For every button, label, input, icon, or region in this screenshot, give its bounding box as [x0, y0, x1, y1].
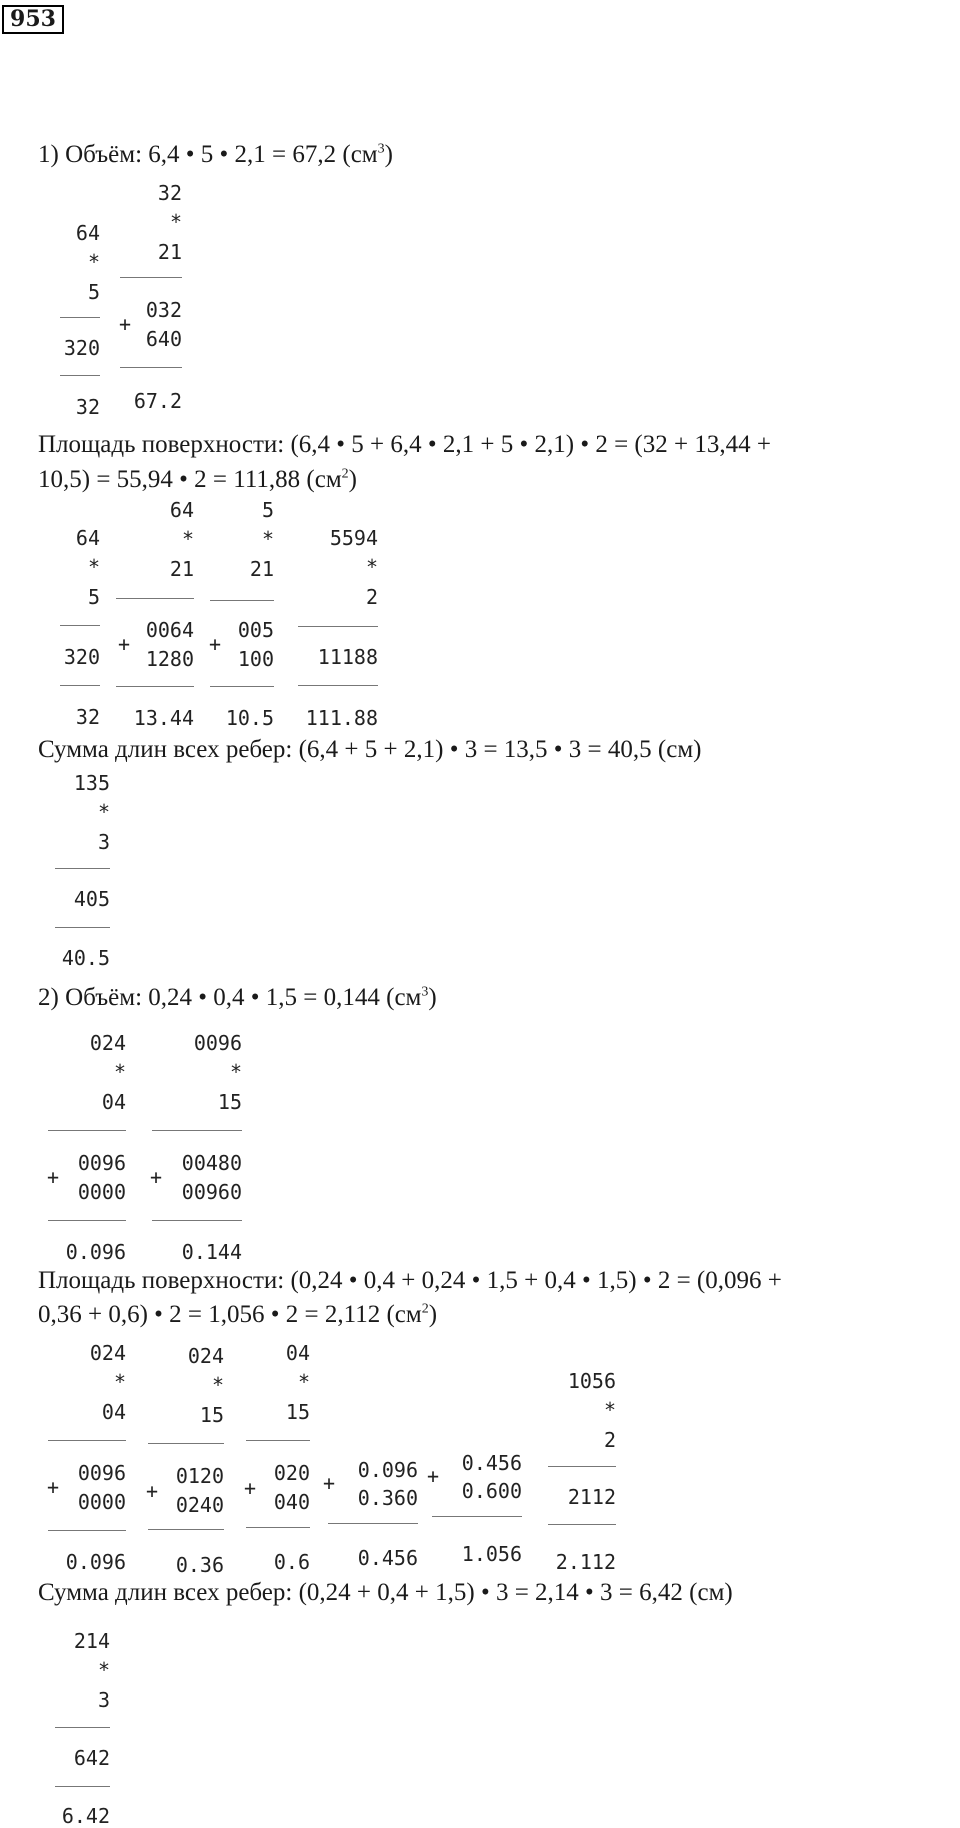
calc-p1-volume-b: 32 * 21 + 032 640 67.2 [119, 181, 182, 413]
calc-p1-area-c: 5 * 21 + 005 100 10.5 [209, 498, 274, 730]
part1-volume-line: 1) Объём: 6,4 • 5 • 2,1 = 67,2 $(см^3)$ [38, 141, 393, 168]
calc-p1-edges: 135 * 3 405 40.5 [50, 770, 110, 970]
problem-number: 953 [2, 5, 64, 34]
part2-area-line-1: Площадь поверхности: (0,24 • 0,4 + 0,24 • 1,5 + 0,4 • 1,5) • 2 = (0,096 + [38, 1267, 782, 1294]
calc-p2-area-d: + 0.096 0.360 0.456 [323, 1458, 418, 1570]
part1-area-line-2: 10,5) = 55,94 • 2 = 111,88 $(см^2)$ [38, 466, 357, 493]
calc-p1-area-a: 64 * 5 320 32 [50, 525, 100, 735]
part1-edges-line: Сумма длин всех ребер: (6,4 + 5 + 2,1) • 3 = 13,5 • 3 = 40,5 (см) [38, 736, 702, 763]
calc-p1-volume-a: 64 * 5 320 32 [50, 220, 100, 420]
calc-p2-area-a: 024 * 04 + 0096 0000 0.096 [47, 1341, 126, 1574]
calc-p1-area-d: 5594 * 2 11188 111.88 [292, 525, 378, 737]
calc-p2-volume-a: 024 * 04 + 0096 0000 0.096 [47, 1031, 126, 1264]
calc-p2-edges: 214 * 3 642 6.42 [50, 1628, 110, 1826]
calc-p2-area-b: 024 * 15 + 0120 0240 0.36 [146, 1344, 224, 1577]
part1-area-line-1: Площадь поверхности: (6,4 • 5 + 6,4 • 2,1 + 5 • 2,1) • 2 = (32 + 13,44 + [38, 431, 771, 458]
calc-p2-area-c: 04 * 15 + 020 040 0.6 [244, 1341, 310, 1574]
calc-p2-area-f: 1056 * 2 2112 2.112 [544, 1368, 616, 1580]
calc-p2-area-e: + 0.456 0.600 1.056 [427, 1451, 522, 1566]
part2-volume-line: 2) Объём: 0,24 • 0,4 • 1,5 = 0,144 $(см^3)$ [38, 984, 437, 1011]
part2-area-line-2: 0,36 + 0,6) • 2 = 1,056 • 2 = 2,112 $(см^2)$ [38, 1301, 438, 1328]
calc-p1-area-b: 64 * 21 + 0064 1280 13.44 [118, 498, 194, 730]
part2-edges-line: Сумма длин всех ребер: (0,24 + 0,4 + 1,5) • 3 = 2,14 • 3 = 6,42 (см) [38, 1579, 733, 1606]
calc-p2-volume-b: 0096 * 15 + 00480 00960 0.144 [150, 1031, 242, 1264]
